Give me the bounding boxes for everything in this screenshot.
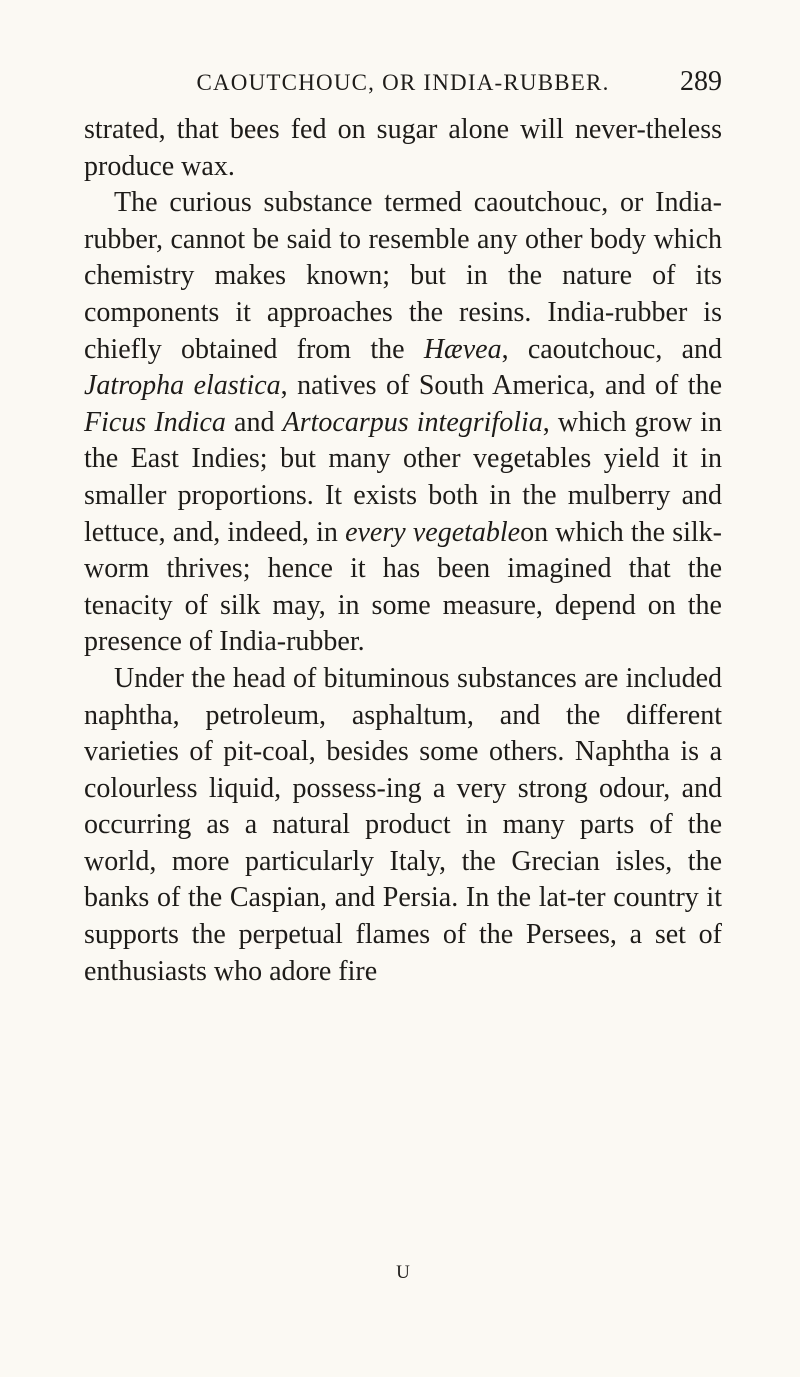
body-text xyxy=(84,112,722,990)
paragraph xyxy=(84,185,722,661)
signature-mark: U xyxy=(396,1262,410,1283)
italic-term: Ficus Indica xyxy=(84,406,226,438)
text-segment: on which the silk-worm thrives; hence it has been imagined that the tenacity of silk may, in some measure, depend on the presence of India-rubber. xyxy=(84,516,722,658)
italic-term: Jatropha elastica xyxy=(84,370,281,402)
text-segment: Under the head of bituminous substances are included naphtha, petroleum, asphaltum, and the different varieties of pit-coal, besides some others. Naphtha is a colourless liquid, possess-ing a very strong odour, and occurring as a natural product in many parts of the world, more particularly Italy, the Grecian isles, the banks of the Caspian, and Persia. In the lat-ter country it supports the perpetual flames of the Persees, a set of enthusiasts who adore fire xyxy=(84,662,722,987)
text-segment: strated, that bees fed on sugar alone will never-theless produce wax. xyxy=(84,114,722,182)
text-segment: , which grow in the East Indies; but many other vegetables yield it in smaller proportions. It exists both in the mulberry and lettuce, and, indeed, in xyxy=(84,406,722,548)
paragraph xyxy=(84,661,722,990)
italic-term: every vegetable xyxy=(345,516,521,548)
text-segment: The curious substance termed caoutchouc, or India-rubber, cannot be said to resemble any other body which chemistry makes known; but in the nature of its components it approaches the resins. India-rubber is chiefly obtained from the xyxy=(84,187,722,365)
running-head xyxy=(84,64,722,104)
italic-term: Hævea xyxy=(423,333,502,365)
page-number: 289 xyxy=(680,66,722,97)
italic-term: Artocarpus integrifolia xyxy=(282,406,543,438)
paragraph xyxy=(84,112,722,185)
text-segment: , caoutchouc, and xyxy=(501,333,723,365)
text-segment: , natives of South America, and of the xyxy=(280,370,722,402)
running-head-title: CAOUTCHOUC, OR INDIA-RUBBER. xyxy=(196,70,610,95)
text-segment: and xyxy=(225,406,283,438)
